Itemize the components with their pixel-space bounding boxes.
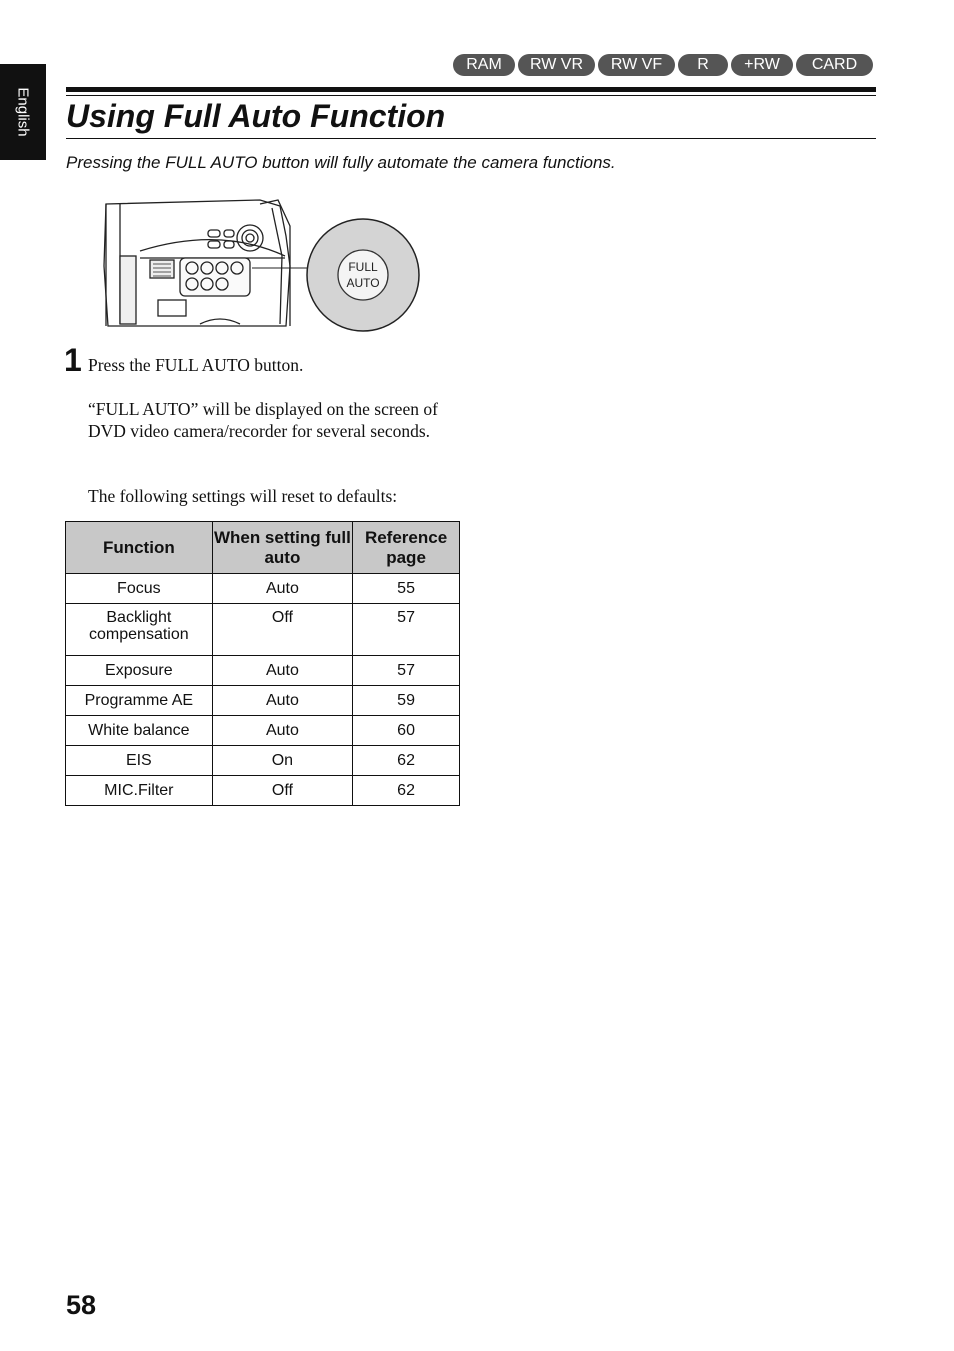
cell-page: 62 xyxy=(353,746,460,776)
header-function: Function xyxy=(66,522,213,574)
header-rule-thick xyxy=(66,87,876,92)
cell-page: 57 xyxy=(353,656,460,686)
cell-setting: Off xyxy=(212,776,352,806)
badge-card: CARD xyxy=(796,54,873,76)
cell-setting: Auto xyxy=(212,686,352,716)
cell-setting: Auto xyxy=(212,574,352,604)
badge-ram: RAM xyxy=(453,54,515,76)
table-row xyxy=(66,604,460,656)
table-header-row xyxy=(66,522,460,574)
page-title: Using Full Auto Function xyxy=(66,98,446,134)
table-row xyxy=(66,776,460,806)
reset-note: The following settings will reset to defaults: xyxy=(88,486,398,506)
language-tab-label: English xyxy=(14,87,32,137)
header-reference-page: Reference page xyxy=(353,522,460,574)
step-number: 1 xyxy=(64,342,82,378)
table-row xyxy=(66,656,460,686)
cell-page: 55 xyxy=(353,574,460,604)
cell-function: White balance xyxy=(66,716,213,746)
cell-page: 60 xyxy=(353,716,460,746)
cell-function: Focus xyxy=(66,574,213,604)
cell-function: MIC.Filter xyxy=(66,776,213,806)
step-instruction: Press the FULL AUTO button. xyxy=(88,355,304,375)
settings-table xyxy=(65,521,460,806)
page-number: 58 xyxy=(66,1290,97,1320)
cell-setting: Off xyxy=(212,604,352,656)
badge-plus-rw: +RW xyxy=(731,54,793,76)
cell-setting: Auto xyxy=(212,716,352,746)
cell-function: EIS xyxy=(66,746,213,776)
cell-page: 59 xyxy=(353,686,460,716)
cell-function: Exposure xyxy=(66,656,213,686)
badge-rw-vf: RW VF xyxy=(598,54,675,76)
badge-r: R xyxy=(678,54,728,76)
table-row xyxy=(66,716,460,746)
step-detail: “FULL AUTO” will be displayed on the screen of DVD video camera/recorder for several seconds. xyxy=(88,399,438,441)
cell-page: 57 xyxy=(353,604,460,656)
camcorder-illustration xyxy=(100,196,425,336)
intro-text: Pressing the FULL AUTO button will fully automate the camera functions. xyxy=(66,153,616,172)
full-auto-label-line1: FULL xyxy=(348,260,378,274)
badge-rw-vr: RW VR xyxy=(518,54,595,76)
disc-badges xyxy=(453,54,873,76)
table-row xyxy=(66,686,460,716)
header-full-auto: When setting full auto xyxy=(212,522,352,574)
cell-function: Programme AE xyxy=(66,686,213,716)
cell-setting: Auto xyxy=(212,656,352,686)
cell-page: 62 xyxy=(353,776,460,806)
language-tab xyxy=(0,64,46,160)
table-row xyxy=(66,746,460,776)
full-auto-label-line2: AUTO xyxy=(346,276,380,290)
table-row xyxy=(66,574,460,604)
cell-setting: On xyxy=(212,746,352,776)
title-underline xyxy=(66,138,876,139)
cell-function: Backlight compensation xyxy=(66,604,213,656)
